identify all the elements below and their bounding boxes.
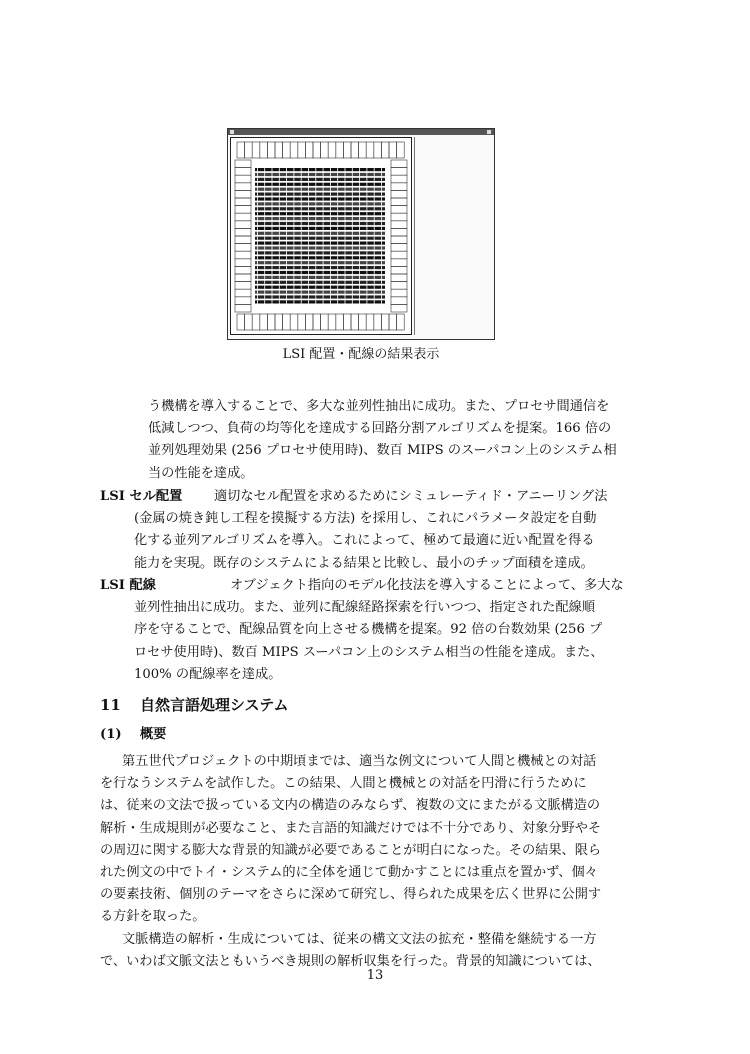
subsection-number: (1) [100, 727, 122, 742]
io-pad [328, 142, 336, 158]
figure-window-titlebar [228, 129, 494, 135]
io-pad [391, 282, 407, 290]
io-pad [245, 314, 253, 330]
io-pad [374, 314, 382, 330]
io-pad [391, 297, 407, 305]
lsi-layout-figure [227, 128, 495, 340]
cell-row [255, 295, 385, 298]
text-line: 能力を実現。既存のシステムによる結果と比較し、最小のチップ面積を達成。 [134, 555, 594, 571]
io-pad [235, 251, 251, 259]
cell-row [255, 193, 385, 196]
text-line: 低減しつつ、負荷の均等化を達成する回路分割アルゴリズムを提案。166 倍の [148, 421, 612, 437]
text-line: 解析・生成規則が必要なこと、また言語的知識だけでは不十分であり、対象分野やそ [100, 820, 602, 836]
io-pad [391, 304, 407, 312]
cell-row [255, 261, 385, 264]
io-pad [283, 142, 291, 158]
entry-label: LSI セル配置 [100, 489, 183, 504]
routing-channel [294, 166, 295, 306]
cell-row [255, 300, 385, 303]
cell-row [255, 207, 385, 210]
io-pad [298, 314, 306, 330]
io-pad [245, 142, 253, 158]
routing-channel [286, 166, 287, 306]
cell-row [255, 281, 385, 284]
text-line: の周辺に関する膨大な背景的知識が必要であることが明白になった。その結果、限ら [100, 842, 602, 858]
cell-row [255, 183, 385, 186]
io-pad [389, 314, 397, 330]
io-pad [235, 183, 251, 191]
entry-lsi-cell-placement [100, 486, 607, 575]
io-pad [351, 314, 359, 330]
routing-channel [279, 166, 280, 306]
io-pad [267, 314, 275, 330]
io-pad [305, 142, 313, 158]
subsection-heading [100, 723, 166, 742]
window-resize-icon [487, 130, 491, 134]
io-pad [391, 160, 407, 168]
io-pad [235, 244, 251, 252]
io-pad [391, 266, 407, 274]
text-line: ロセサ使用時)、数百 MIPS スーパコン上のシステム相当の性能を達成。また、 [134, 644, 604, 660]
cell-row [255, 217, 385, 220]
io-pad [235, 213, 251, 221]
io-pad [235, 289, 251, 297]
io-pad [391, 221, 407, 229]
io-pad [391, 251, 407, 259]
text-line: る方針を取った。 [100, 909, 206, 925]
io-pad [336, 314, 344, 330]
io-pad [305, 314, 313, 330]
io-pad [290, 314, 298, 330]
cell-row [255, 227, 385, 230]
routing-channel [367, 166, 368, 306]
io-pad [359, 314, 367, 330]
io-pad [260, 142, 268, 158]
cell-row [255, 256, 385, 259]
text-line: を行なうシステムを試作した。この結果、人間と機械との対話を円滑に行うために [100, 776, 587, 792]
io-pad [381, 142, 389, 158]
io-pad [235, 297, 251, 305]
cell-row [255, 188, 385, 191]
io-pad [267, 142, 275, 158]
io-pad [343, 142, 351, 158]
io-pad [235, 236, 251, 244]
io-pad [391, 198, 407, 206]
io-pad [321, 314, 329, 330]
io-pad [313, 142, 321, 158]
io-pad [235, 304, 251, 312]
io-pad [321, 142, 329, 158]
section-heading [100, 694, 289, 715]
io-pad [391, 259, 407, 267]
io-pad [275, 314, 283, 330]
io-pad [275, 142, 283, 158]
routing-channel [330, 166, 331, 306]
routing-channel [315, 166, 316, 306]
cell-row [255, 173, 385, 176]
text-line: の要素技術、個別のテーマをさらに深めて研究し、得られた成果を広く世界に公開す [100, 887, 602, 903]
io-pad [328, 314, 336, 330]
io-pad [391, 175, 407, 183]
cell-row [255, 276, 385, 279]
routing-channel [301, 166, 302, 306]
io-pad [235, 274, 251, 282]
routing-channel [308, 166, 309, 306]
cell-row [255, 286, 385, 289]
section-number: 11 [100, 696, 121, 714]
io-pad [235, 168, 251, 176]
text-line: 当の性能を達成。 [148, 465, 254, 481]
io-pad [235, 266, 251, 274]
routing-channel [352, 166, 353, 306]
text-line: 適切なセル配置を求めるためにシミュレーティド・アニーリング法 [214, 489, 608, 504]
routing-channel [257, 166, 258, 306]
io-pad [252, 142, 260, 158]
io-pad [391, 244, 407, 252]
routing-channel [359, 166, 360, 306]
routing-channel [323, 166, 324, 306]
section-title: 自然言語処理システム [140, 696, 289, 714]
layout-plot [230, 137, 412, 335]
io-pad [366, 142, 374, 158]
cell-row [255, 237, 385, 240]
cell-row [255, 178, 385, 181]
io-pad [237, 314, 245, 330]
entry-lsi-routing [100, 575, 624, 686]
io-pad [235, 175, 251, 183]
text-line: 文脈構造の解析・生成については、従来の構文文法の拡充・整備を継続する一方 [122, 931, 597, 947]
io-pad [235, 198, 251, 206]
io-pad [237, 142, 245, 158]
io-pad [391, 236, 407, 244]
text-line: 化する並列アルゴリズムを導入。これによって、極めて最適に近い配置を得る [134, 533, 595, 549]
figure-caption: LSI 配置・配線の結果表示 [282, 347, 440, 362]
io-pad [235, 206, 251, 214]
window-close-icon [230, 130, 234, 134]
io-pad [389, 142, 397, 158]
cell-row [255, 232, 385, 235]
io-pad [351, 142, 359, 158]
io-pad [235, 259, 251, 267]
io-pad [391, 206, 407, 214]
io-pad [343, 314, 351, 330]
io-pad [260, 314, 268, 330]
cell-row [255, 246, 385, 249]
io-pad [235, 282, 251, 290]
text-line: (金属の焼き鈍し工程を摸擬する方法) を採用し、これにパラメータ設定を自動 [134, 511, 597, 527]
io-pad [290, 142, 298, 158]
cell-row [255, 212, 385, 215]
cell-row [255, 242, 385, 245]
text-line: 第五世代プロジェクトの中期頃までは、適当な例文について人間と機械との対話 [122, 754, 597, 769]
io-pad [391, 213, 407, 221]
entry-first-line [100, 575, 624, 597]
cell-row [255, 222, 385, 225]
io-pad [391, 274, 407, 282]
text-line: で、いわば文脈文法ともいうべき規則の解析収集を行った。背景的知識については、 [100, 953, 601, 969]
continuation-paragraph [148, 396, 617, 485]
cell-row [255, 251, 385, 254]
io-pad [235, 160, 251, 168]
io-pad [336, 142, 344, 158]
io-pad [391, 183, 407, 191]
text-line: う機構を導入することで、多大な並列性抽出に成功。また、プロセサ間通信を [148, 399, 610, 414]
figure-side-panel [414, 137, 493, 335]
entry-first-line [100, 486, 607, 508]
io-pad [298, 142, 306, 158]
text-line: れた例文の中でトイ・システム的に全体を通じて動かすことには重点を置かず、個々 [100, 865, 598, 881]
routing-channel [381, 166, 382, 306]
io-pad [366, 314, 374, 330]
page-number: 13 [366, 968, 384, 983]
subsection-title: 概要 [140, 727, 167, 742]
cell-row [255, 202, 385, 205]
text-line: 並列性抽出に成功。また、並列に配線経路探索を行いつつ、指定された配線順 [134, 600, 596, 616]
routing-channel [337, 166, 338, 306]
routing-channel [272, 166, 273, 306]
io-pad [381, 314, 389, 330]
io-pad [235, 221, 251, 229]
io-pad [397, 142, 405, 158]
io-pad [283, 314, 291, 330]
entry-label: LSI 配線 [100, 578, 156, 593]
io-pad [391, 190, 407, 198]
routing-channel [345, 166, 346, 306]
io-pad [359, 142, 367, 158]
text-line: 並列処理効果 (256 プロセサ使用時)、数百 MIPS のスーパコン上のシステム相 [148, 443, 617, 459]
text-line: は、従来の文法で扱っている文内の構造のみならず、複数の文にまたがる文脈構造の [100, 798, 601, 814]
routing-channel [374, 166, 375, 306]
io-pad [235, 228, 251, 236]
io-pad [397, 314, 405, 330]
body-text [100, 751, 601, 973]
io-pad [313, 314, 321, 330]
text-line: オブジェクト指向のモデル化技法を導入することによって、多大な [230, 578, 624, 593]
cell-row [255, 168, 385, 171]
cell-row [255, 271, 385, 274]
cell-row [255, 266, 385, 269]
routing-channel [264, 166, 265, 306]
io-pad [374, 142, 382, 158]
io-pad [391, 228, 407, 236]
io-pad [252, 314, 260, 330]
cell-row [255, 291, 385, 294]
io-pad [391, 289, 407, 297]
text-line: 序を守ることで、配線品質を向上させる機構を提案。92 倍の台数効果 (256 プ [134, 622, 603, 638]
io-pad [235, 190, 251, 198]
layout-plot-graphic [231, 138, 411, 334]
io-pad [391, 168, 407, 176]
text-line: 100% の配線率を達成。 [134, 666, 282, 682]
cell-row [255, 197, 385, 200]
